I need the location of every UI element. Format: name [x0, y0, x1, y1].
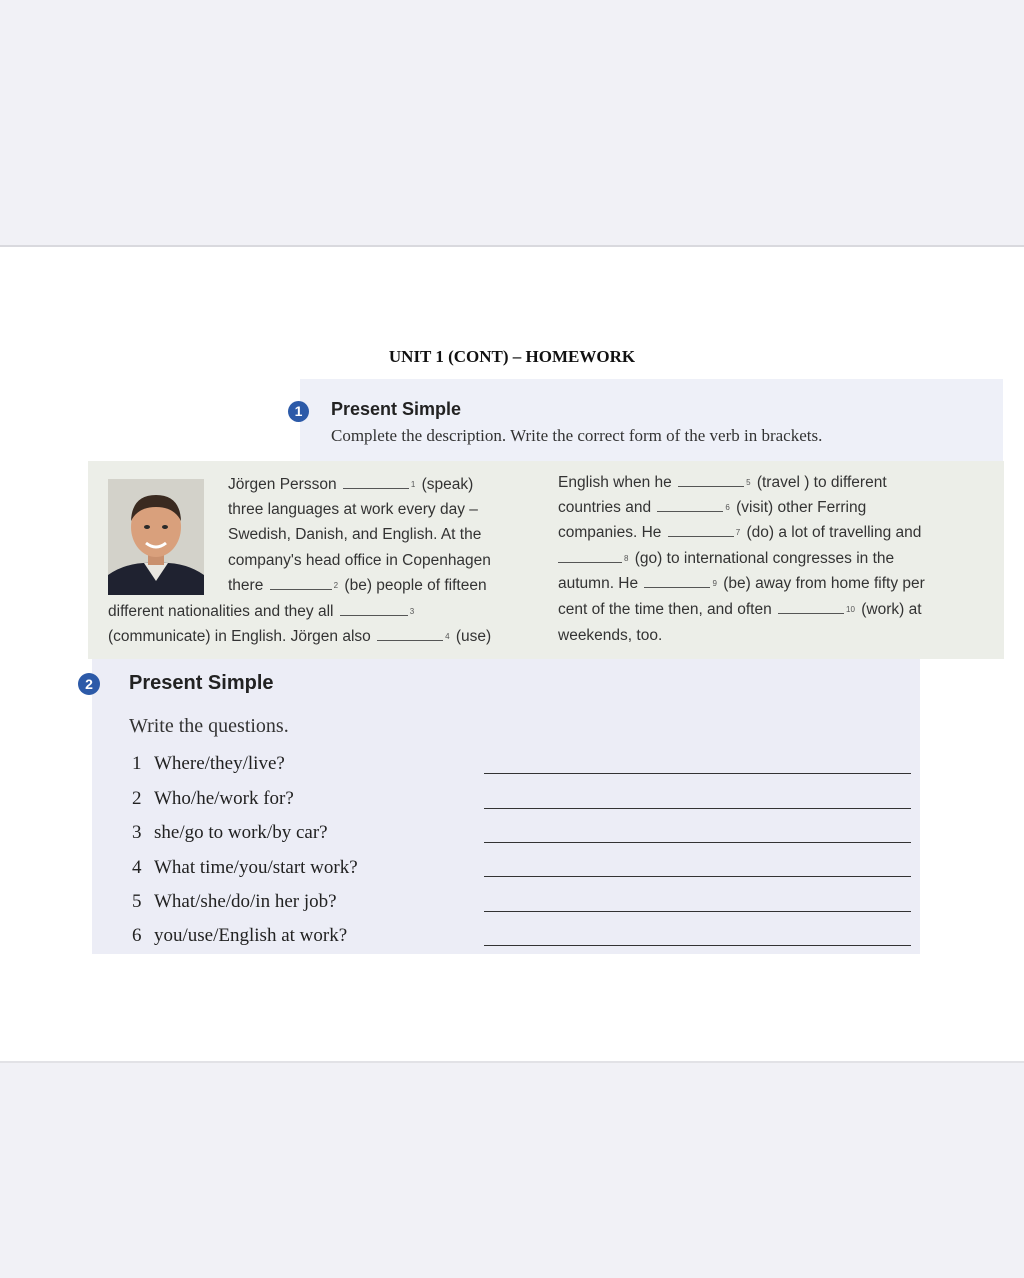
exercise2-number-icon: 2: [78, 673, 100, 695]
text: (do) a lot of travelling and: [746, 524, 922, 541]
text-line: weekends, too.: [558, 627, 663, 644]
blank-number: 4: [445, 632, 450, 641]
blank-2[interactable]: [270, 576, 332, 590]
text: (be) people of fifteen: [344, 577, 487, 594]
answer-line-5[interactable]: [484, 911, 911, 912]
text: (be) away from home fifty per: [723, 575, 925, 592]
answer-line-6[interactable]: [484, 945, 911, 946]
question-text: What/she/do/in her job?: [154, 891, 337, 912]
text-line: company's head office in Copenhagen: [228, 552, 491, 569]
answer-line-4[interactable]: [484, 876, 911, 877]
question-number: 4: [132, 857, 142, 878]
question-number: 2: [132, 788, 142, 809]
text-line: [228, 576, 487, 596]
blank-number: 10: [846, 605, 855, 614]
blank-number: 3: [409, 607, 415, 616]
text: Jörgen Persson: [228, 476, 337, 493]
question-text: Who/he/work for?: [154, 788, 294, 809]
blank-10[interactable]: [778, 600, 844, 614]
question-item: [132, 788, 294, 810]
exercise1-header: [294, 379, 1003, 461]
text-line: [558, 574, 925, 594]
question-text: What time/you/start work?: [154, 857, 358, 878]
exercise2-panel: [85, 659, 920, 954]
text: countries and: [558, 499, 652, 516]
question-item: [132, 753, 285, 775]
text-line: [558, 549, 894, 569]
exercise1-text-panel: [88, 461, 1004, 659]
question-item: [132, 857, 358, 879]
exercise2-heading: Present Simple: [129, 672, 274, 694]
blank-number: 7: [735, 528, 741, 537]
text: (go) to international congresses in the: [634, 550, 895, 567]
question-item: [132, 822, 328, 844]
text: (travel ) to different: [756, 474, 887, 491]
blank-number: 5: [746, 478, 751, 487]
text: (speak): [421, 476, 474, 493]
question-text: Where/they/live?: [154, 753, 285, 774]
blank-number: 2: [333, 581, 339, 590]
exercise2-instruction: Write the questions.: [129, 715, 289, 737]
text: cent of the time then, and often: [558, 601, 772, 618]
blank-5[interactable]: [678, 473, 744, 487]
question-number: 6: [132, 925, 142, 946]
blank-3[interactable]: [340, 602, 408, 616]
text-line: [558, 600, 922, 620]
text: different nationalities and they all: [108, 603, 334, 620]
text: (use): [455, 628, 492, 645]
question-number: 1: [132, 753, 142, 774]
blank-6[interactable]: [657, 498, 723, 512]
answer-line-1[interactable]: [484, 773, 911, 774]
question-text: she/go to work/by car?: [154, 822, 328, 843]
text-line: three languages at work every day –: [228, 501, 478, 518]
text: companies. He: [558, 524, 662, 541]
text-line: Swedish, Danish, and English. At the: [228, 526, 482, 543]
blank-9[interactable]: [644, 574, 710, 588]
blank-8[interactable]: [558, 549, 622, 563]
text: English when he: [558, 474, 672, 491]
blank-7[interactable]: [668, 523, 734, 537]
text: there: [228, 577, 264, 594]
question-item: [132, 891, 337, 913]
text-line: [558, 498, 866, 518]
question-text: you/use/English at work?: [154, 925, 348, 946]
text-line: [108, 627, 491, 647]
question-number: 5: [132, 891, 142, 912]
blank-number: 9: [712, 579, 717, 588]
page-title: UNIT 1 (CONT) – HOMEWORK: [388, 347, 636, 366]
text-line: [558, 473, 887, 493]
text-line: [558, 523, 921, 543]
blank-number: 8: [624, 554, 629, 563]
text: (visit) other Ferring: [736, 499, 867, 516]
text: autumn. He: [558, 575, 639, 592]
worksheet-page: [0, 245, 1024, 1063]
question-number: 3: [132, 822, 142, 843]
text-line: [108, 602, 416, 622]
blank-1[interactable]: [343, 475, 409, 489]
exercise1-number-icon: 1: [288, 401, 309, 422]
answer-line-2[interactable]: [484, 808, 911, 809]
blank-number: 6: [725, 503, 730, 512]
question-item: [132, 925, 347, 947]
exercise1-heading: Present Simple: [331, 399, 462, 419]
exercise1-instruction: Complete the description. Write the correct form of the verb in brackets.: [331, 426, 823, 445]
blank-number: 1: [410, 480, 416, 489]
text-line: [228, 475, 473, 495]
text: (work) at: [861, 601, 922, 618]
person-photo-icon: [108, 479, 204, 595]
text: (communicate) in English. Jörgen also: [108, 628, 371, 645]
blank-4[interactable]: [377, 627, 443, 641]
answer-line-3[interactable]: [484, 842, 911, 843]
